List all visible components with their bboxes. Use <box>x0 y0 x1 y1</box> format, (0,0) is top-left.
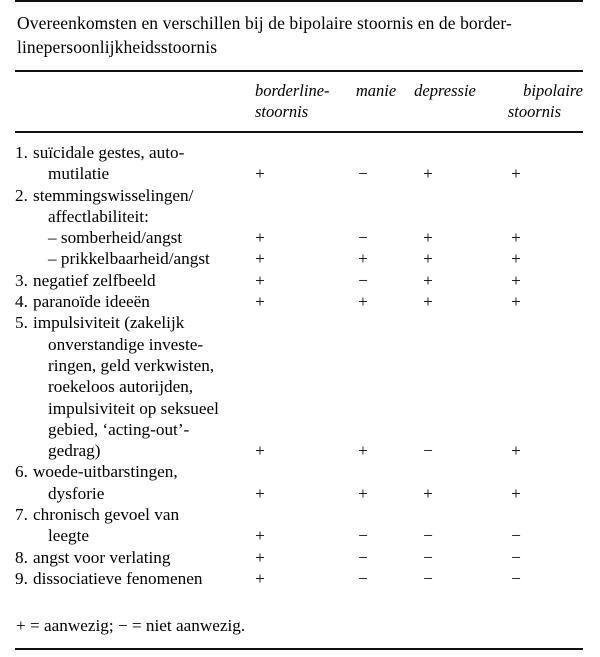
table-body <box>15 133 583 595</box>
cell-value: − <box>358 228 368 248</box>
table-row <box>15 142 583 163</box>
table-row <box>15 355 583 376</box>
table-bottom-rule <box>15 648 583 650</box>
cell-value: + <box>511 483 521 503</box>
cell-value: + <box>255 441 265 461</box>
cell-value: + <box>511 270 521 290</box>
column-header-bipolaire-line2: stoornis <box>507 102 561 121</box>
column-header-depressie <box>400 80 490 101</box>
cell-value: − <box>358 547 368 567</box>
row-number: 1. <box>15 143 28 162</box>
table-row <box>15 440 583 461</box>
cell-value: + <box>358 292 368 312</box>
table-caption <box>15 2 583 70</box>
table-row <box>15 376 583 397</box>
row-label: suïcidale gestes, auto- <box>33 143 185 162</box>
cell-value: − <box>511 547 521 567</box>
row-label: mutilatie <box>48 164 110 184</box>
row-label: dissociatieve fenomenen <box>33 568 203 588</box>
table-row <box>15 461 583 482</box>
cell-value: + <box>255 228 265 248</box>
cell-value: + <box>255 270 265 290</box>
caption-line-1: Overeenkomsten en verschillen bij de bipolaire stoornis en de border- <box>17 13 512 33</box>
cell-value: + <box>511 292 521 312</box>
row-number: 6. <box>15 462 28 482</box>
cell-value: − <box>423 441 433 461</box>
cell-value: − <box>358 568 368 588</box>
row-label: roekeloos autorijden, <box>48 377 194 397</box>
cell-value: + <box>255 292 265 312</box>
table-row <box>15 163 583 184</box>
cell-value: + <box>511 441 521 461</box>
column-header-manie-line1: manie <box>355 81 397 100</box>
table-row <box>15 525 583 546</box>
cell-value: + <box>511 164 521 184</box>
cell-value: + <box>423 292 433 312</box>
row-label: onverstandige investe- <box>48 334 204 354</box>
table-row <box>15 291 583 312</box>
cell-value: + <box>358 249 368 269</box>
cell-value: − <box>358 526 368 546</box>
row-label: leegte <box>48 526 90 546</box>
cell-value: + <box>255 568 265 588</box>
column-header-bipolaire <box>481 80 583 122</box>
cell-value: + <box>358 483 368 503</box>
cell-value: + <box>511 249 521 269</box>
table-row <box>15 270 583 291</box>
row-label: angst voor verlating <box>33 547 171 567</box>
cell-value: + <box>423 249 433 269</box>
table-row <box>15 419 583 440</box>
row-label: gebied, ‘acting-out’- <box>48 419 190 439</box>
cell-value: − <box>423 547 433 567</box>
cell-value: + <box>423 164 433 184</box>
cell-value: − <box>423 526 433 546</box>
column-header-bipolaire-line1: bipolaire <box>523 81 583 100</box>
cell-value: + <box>423 228 433 248</box>
table-header-row <box>15 72 583 131</box>
row-number: 8. <box>15 547 28 567</box>
cell-value: − <box>511 568 521 588</box>
row-number: 2. <box>15 185 28 205</box>
cell-value: + <box>511 228 521 248</box>
column-header-borderline <box>255 80 359 122</box>
cell-value: + <box>255 249 265 269</box>
table-row <box>15 483 583 504</box>
row-label: ringen, geld verkwisten, <box>48 355 215 375</box>
table-footnote: + = aanwezig; − = niet aanwezig. <box>16 616 246 636</box>
cell-value: + <box>423 483 433 503</box>
row-label: dysforie <box>48 483 105 503</box>
row-label: – prikkelbaarheid/angst <box>48 249 210 269</box>
table-row <box>15 312 583 333</box>
table-row <box>15 504 583 525</box>
row-label: affectlabiliteit: <box>48 206 149 226</box>
caption-line-2: linepersoonlijkheidsstoornis <box>17 37 218 57</box>
row-label: impulsiviteit op seksueel <box>48 398 219 418</box>
row-number: 5. <box>15 313 28 333</box>
cell-value: − <box>423 568 433 588</box>
cell-value: + <box>423 270 433 290</box>
cell-value: + <box>255 164 265 184</box>
column-header-borderline-line1: borderline- <box>255 81 330 100</box>
comparison-table <box>15 0 583 650</box>
table-row <box>15 547 583 568</box>
table-row <box>15 185 583 206</box>
table-row <box>15 334 583 355</box>
row-label: negatief zelfbeeld <box>33 270 156 290</box>
row-number: 3. <box>15 270 28 290</box>
row-number: 4. <box>15 292 28 312</box>
row-label: woede-uitbarstingen, <box>33 462 178 482</box>
table-row <box>15 568 583 589</box>
row-label: – somberheid/angst <box>48 228 183 248</box>
cell-value: − <box>358 164 368 184</box>
cell-value: + <box>255 483 265 503</box>
row-number: 7. <box>15 505 28 525</box>
table-row <box>15 248 583 269</box>
column-header-borderline-line2: stoornis <box>255 102 309 121</box>
table-row <box>15 227 583 248</box>
cell-value: − <box>511 526 521 546</box>
table-row <box>15 206 583 227</box>
column-header-manie <box>345 80 407 101</box>
row-label: chronisch gevoel van <box>33 505 180 525</box>
row-number: 9. <box>15 568 28 588</box>
column-header-depressie-line1: depressie <box>414 81 476 100</box>
cell-value: + <box>255 526 265 546</box>
row-label: impulsiviteit (zakelijk <box>33 313 185 333</box>
table-row <box>15 398 583 419</box>
row-label: stemmingswisselingen/ <box>33 185 194 205</box>
cell-value: + <box>358 441 368 461</box>
cell-value: + <box>255 547 265 567</box>
row-label: gedrag) <box>48 441 101 461</box>
row-label: paranoïde ideeën <box>33 292 150 312</box>
cell-value: − <box>358 270 368 290</box>
